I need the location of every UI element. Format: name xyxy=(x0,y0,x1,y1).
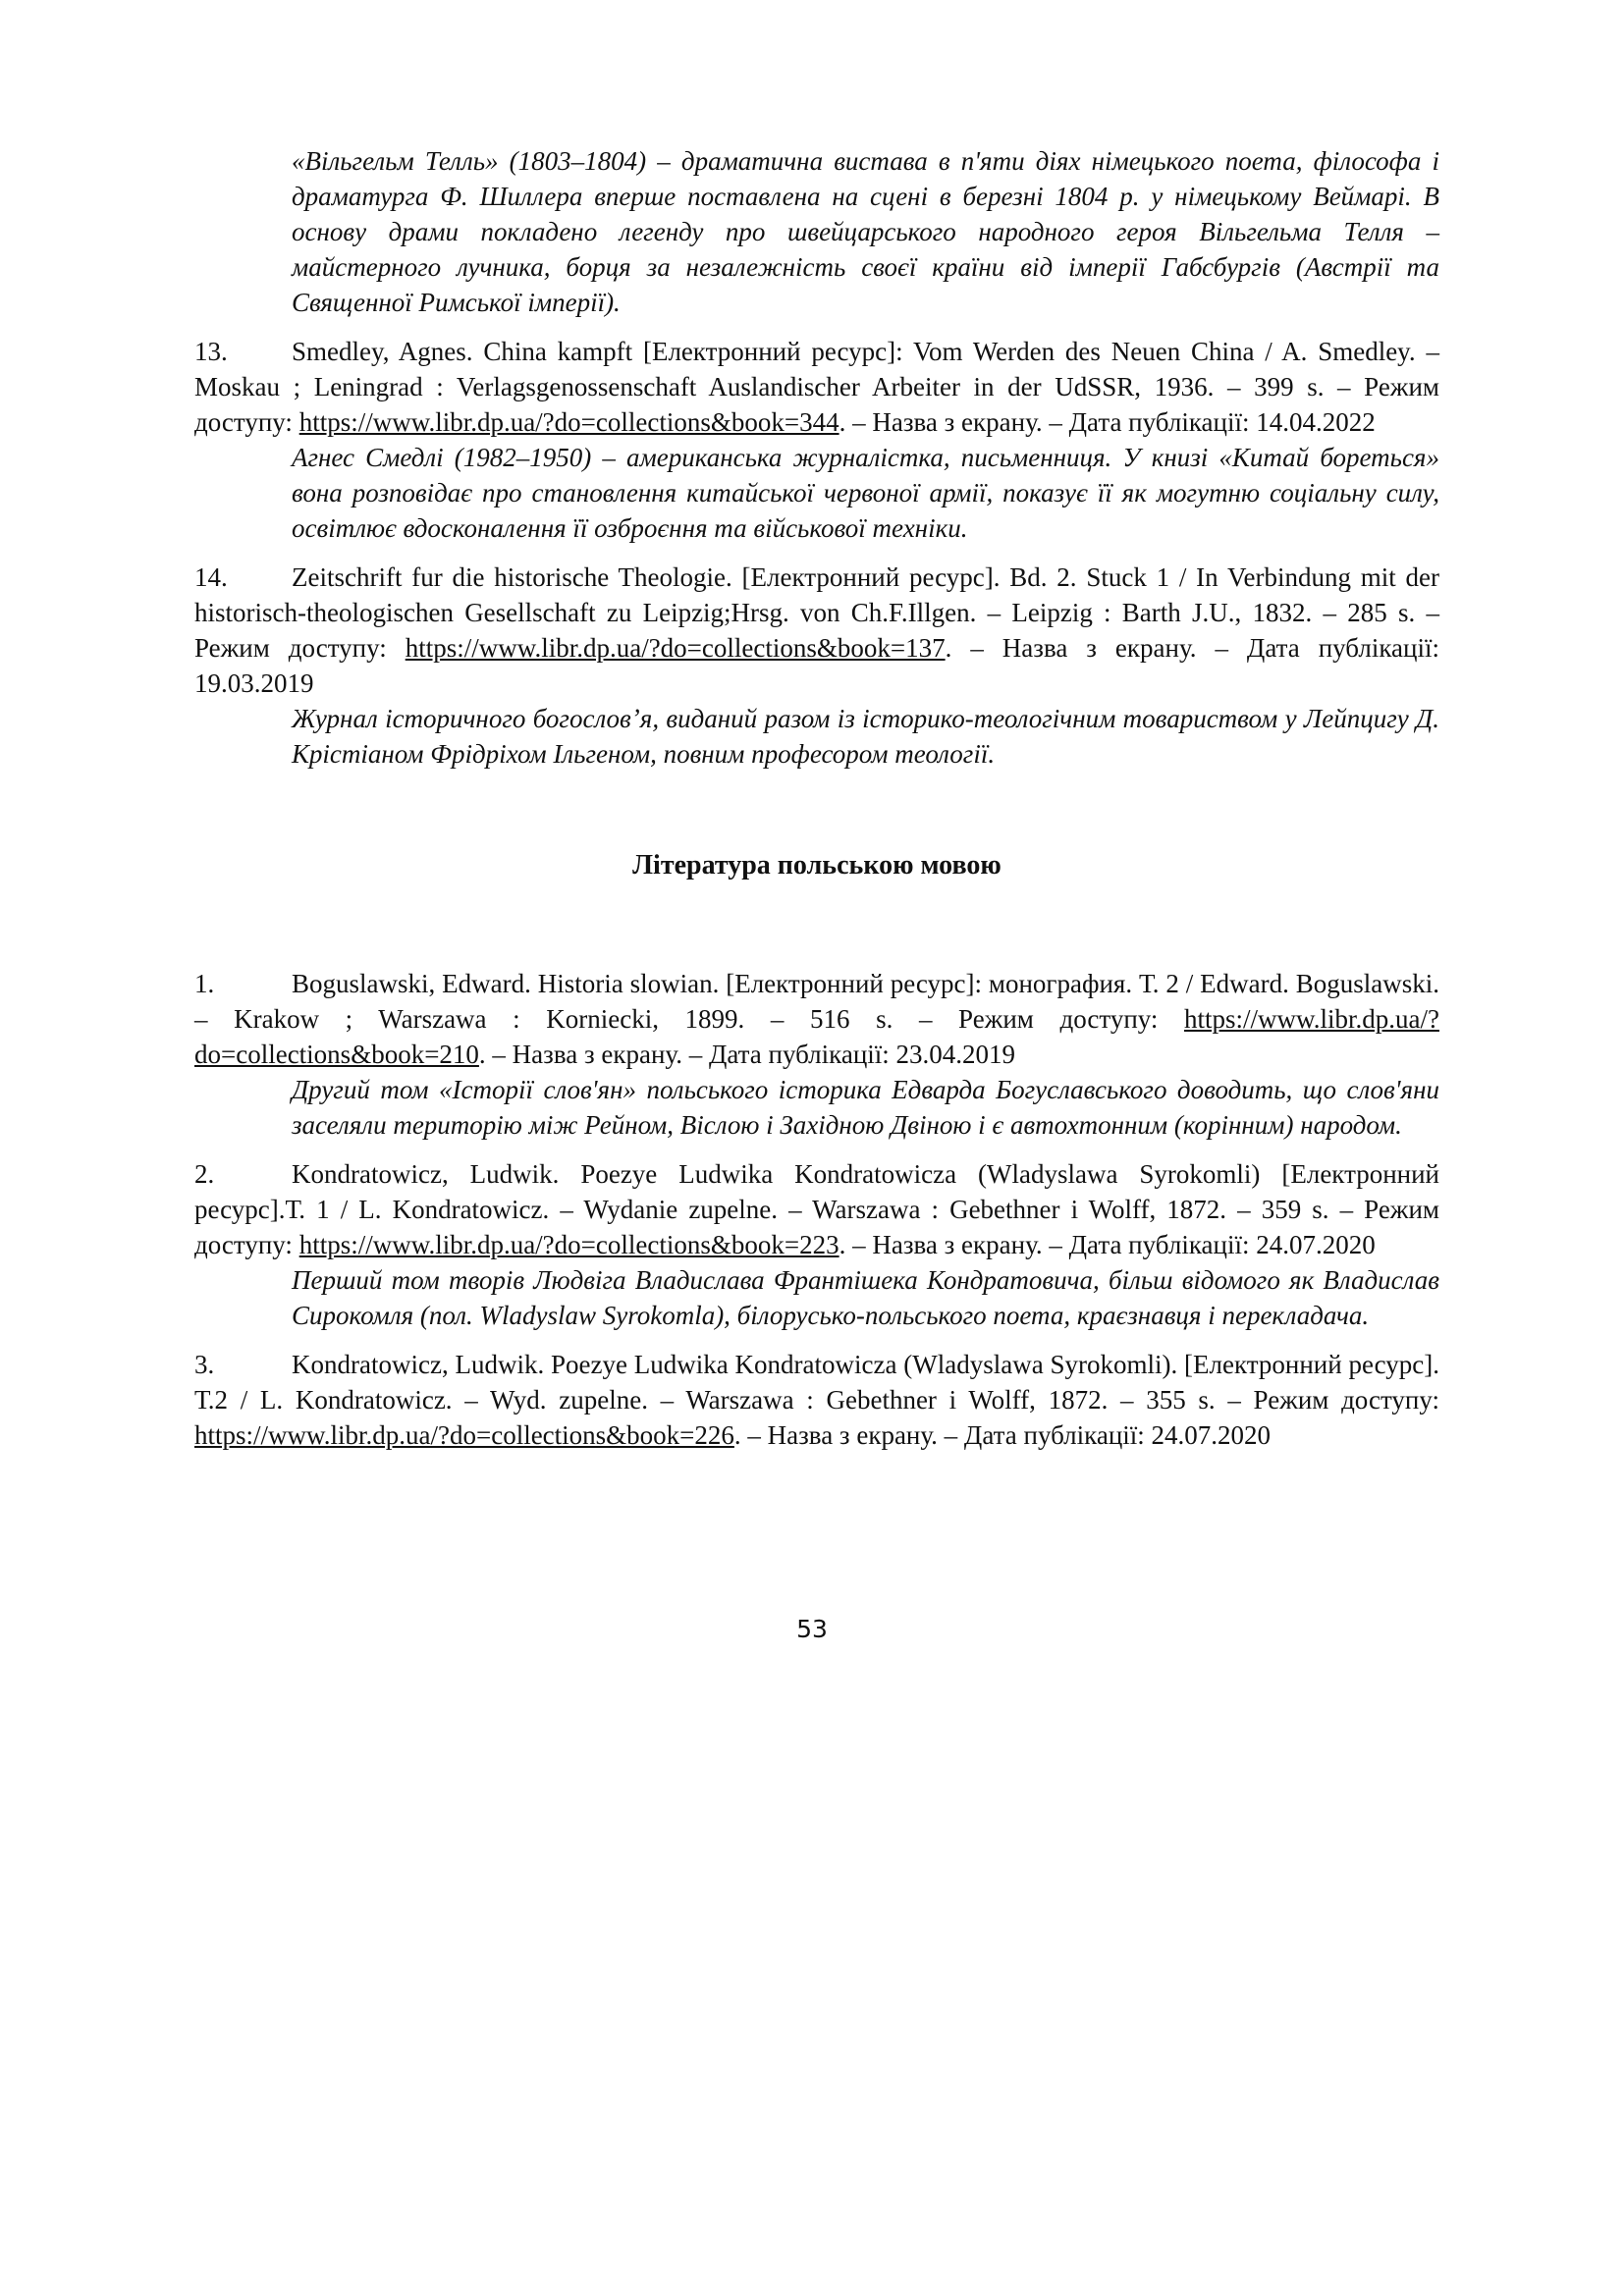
entry-description: Kondratowicz, Ludwik. Poezye Ludwika Kondratowicza (Wladyslawa Syrokomli) [Електронний ресурс].Т. 1 / L. Kondratowicz. – Wydanie zupelne. – Warszawa : Gebethner i Wolff, 1872. – 359 s. – Режим доступу: xyxy=(194,1159,1439,1259)
entry-link[interactable]: https://www.libr.dp.ua/?do=collections&book=344 xyxy=(298,407,839,437)
entry-tail: . – Назва з екрану. – Дата публікації: 14.04.2022 xyxy=(839,407,1376,437)
entry-tail: . – Назва з екрану. – Дата публікації: 24.07.2020 xyxy=(839,1230,1376,1259)
entry-tail: . – Назва з екрану. – Дата публікації: 23.04.2019 xyxy=(478,1040,1016,1069)
entry-tail: . – Назва з екрану. – Дата публікації: 19.03.2019 xyxy=(194,633,1439,698)
bib-entry xyxy=(194,1156,1439,1333)
bib-entry xyxy=(194,966,1439,1143)
entry-text xyxy=(194,1347,1439,1453)
entry-annotation: Перший том творів Людвіга Владислава Франтішека Кондратовича, більш відомого як Владислав Сирокомля (пол. Wladyslaw Syrokomla), білорусько-польського поета, краєзнавця і перекладача. xyxy=(292,1265,1439,1330)
entry-number: 14. xyxy=(194,562,228,592)
entry-annotation: Журнал історичного богословʼя, виданий разом із історико-теологічним товариством у Лейпцигу Д. Крістіаном Фрідріхом Ільгеном, повним професором теології. xyxy=(292,704,1439,769)
entry-description: Smedley, Agnes. China kampft [Електронний ресурс]: Vom Werden des Neuen China / A. Smedley. – Moskau ; Leningrad : Verlagsgenossenschaft Auslandischer Arbeiter in der UdSSR, 1936. – 399 s. – Режим доступу: xyxy=(194,337,1439,437)
entry-number: 2. xyxy=(194,1159,215,1189)
entry-text xyxy=(194,1156,1439,1262)
page-content xyxy=(194,143,1439,1453)
entry-annotation: Другий том «Історії слов'ян» польського історика Едварда Богуславського доводить, що слов'яни заселяли територію між Рейном, Віслою і Західною Двіною і є автохтонним (корінним) народом. xyxy=(292,1075,1439,1140)
entry-text xyxy=(194,334,1439,440)
entry-text xyxy=(194,966,1439,1072)
entry-number: 3. xyxy=(194,1350,215,1379)
section-heading: Література польською мовою xyxy=(632,850,1001,881)
entry-tail: . – Назва з екрану. – Дата публікації: 24.07.2020 xyxy=(733,1420,1272,1450)
bib-entry xyxy=(194,560,1439,772)
entry-description: Boguslawski, Edward. Historia slowian. [Електронний ресурс]: монография. Т. 2 / Edward. Boguslawski. – Krakow ; Warszawa : Korniecki, 1899. – 516 s. – Режим доступу: xyxy=(194,969,1439,1034)
bib-entry xyxy=(194,1347,1439,1453)
entry-number: 1. xyxy=(194,969,215,998)
page-number: 53 xyxy=(796,1615,828,1643)
annotation-top: «Вільгельм Телль» (1803–1804) – драматична вистава в п'яти діях німецького поета, філософа і драматурга Ф. Шиллера вперше поставлена на сцені в березні 1804 р. у німецькому Веймарі. В основу драми покладено легенду про швейцарського народного героя Вільгельма Телля – майстерного лучника, борця за незалежність своєї країни від імперії Габсбургів (Австрії та Священної Римської імперії). xyxy=(292,146,1439,317)
entry-description: Kondratowicz, Ludwik. Poezye Ludwika Kondratowicza (Wladyslawa Syrokomli). [Електронний ресурс]. Т.2 / L. Kondratowicz. – Wyd. zupelne. – Warszawa : Gebethner i Wolff, 1872. – 355 s. – Режим доступу: xyxy=(194,1350,1439,1415)
entry-number: 13. xyxy=(194,337,228,366)
entry-link[interactable]: https://www.libr.dp.ua/?do=collections&book=137 xyxy=(405,633,946,663)
entry-annotation: Агнес Смедлі (1982–1950) – американська журналістка, письменниця. У книзі «Китай бореться» вона розповідає про становлення китайської червоної армії, показує її як могутню соціальну силу, освітлює вдосконалення її озброєння та військової техніки. xyxy=(292,443,1439,543)
bib-entry xyxy=(194,334,1439,546)
entry-description: Zeitschrift fur die historische Theologie. [Електронний ресурс]. Bd. 2. Stuck 1 / In Verbindung mit der historisch-theologischen Gesellschaft zu Leipzig;Hrsg. von Ch.F.Illgen. – Leipzig : Barth J.U., 1832. – 285 s. – Режим доступу: xyxy=(194,562,1439,663)
entry-text xyxy=(194,560,1439,701)
entry-link[interactable]: https://www.libr.dp.ua/?do=collections&book=223 xyxy=(298,1230,839,1259)
entry-link[interactable]: https://www.libr.dp.ua/?do=collections&book=226 xyxy=(194,1420,734,1450)
entry-link[interactable]: https://www.libr.dp.ua/?do=collections&book=210 xyxy=(194,1004,1439,1069)
